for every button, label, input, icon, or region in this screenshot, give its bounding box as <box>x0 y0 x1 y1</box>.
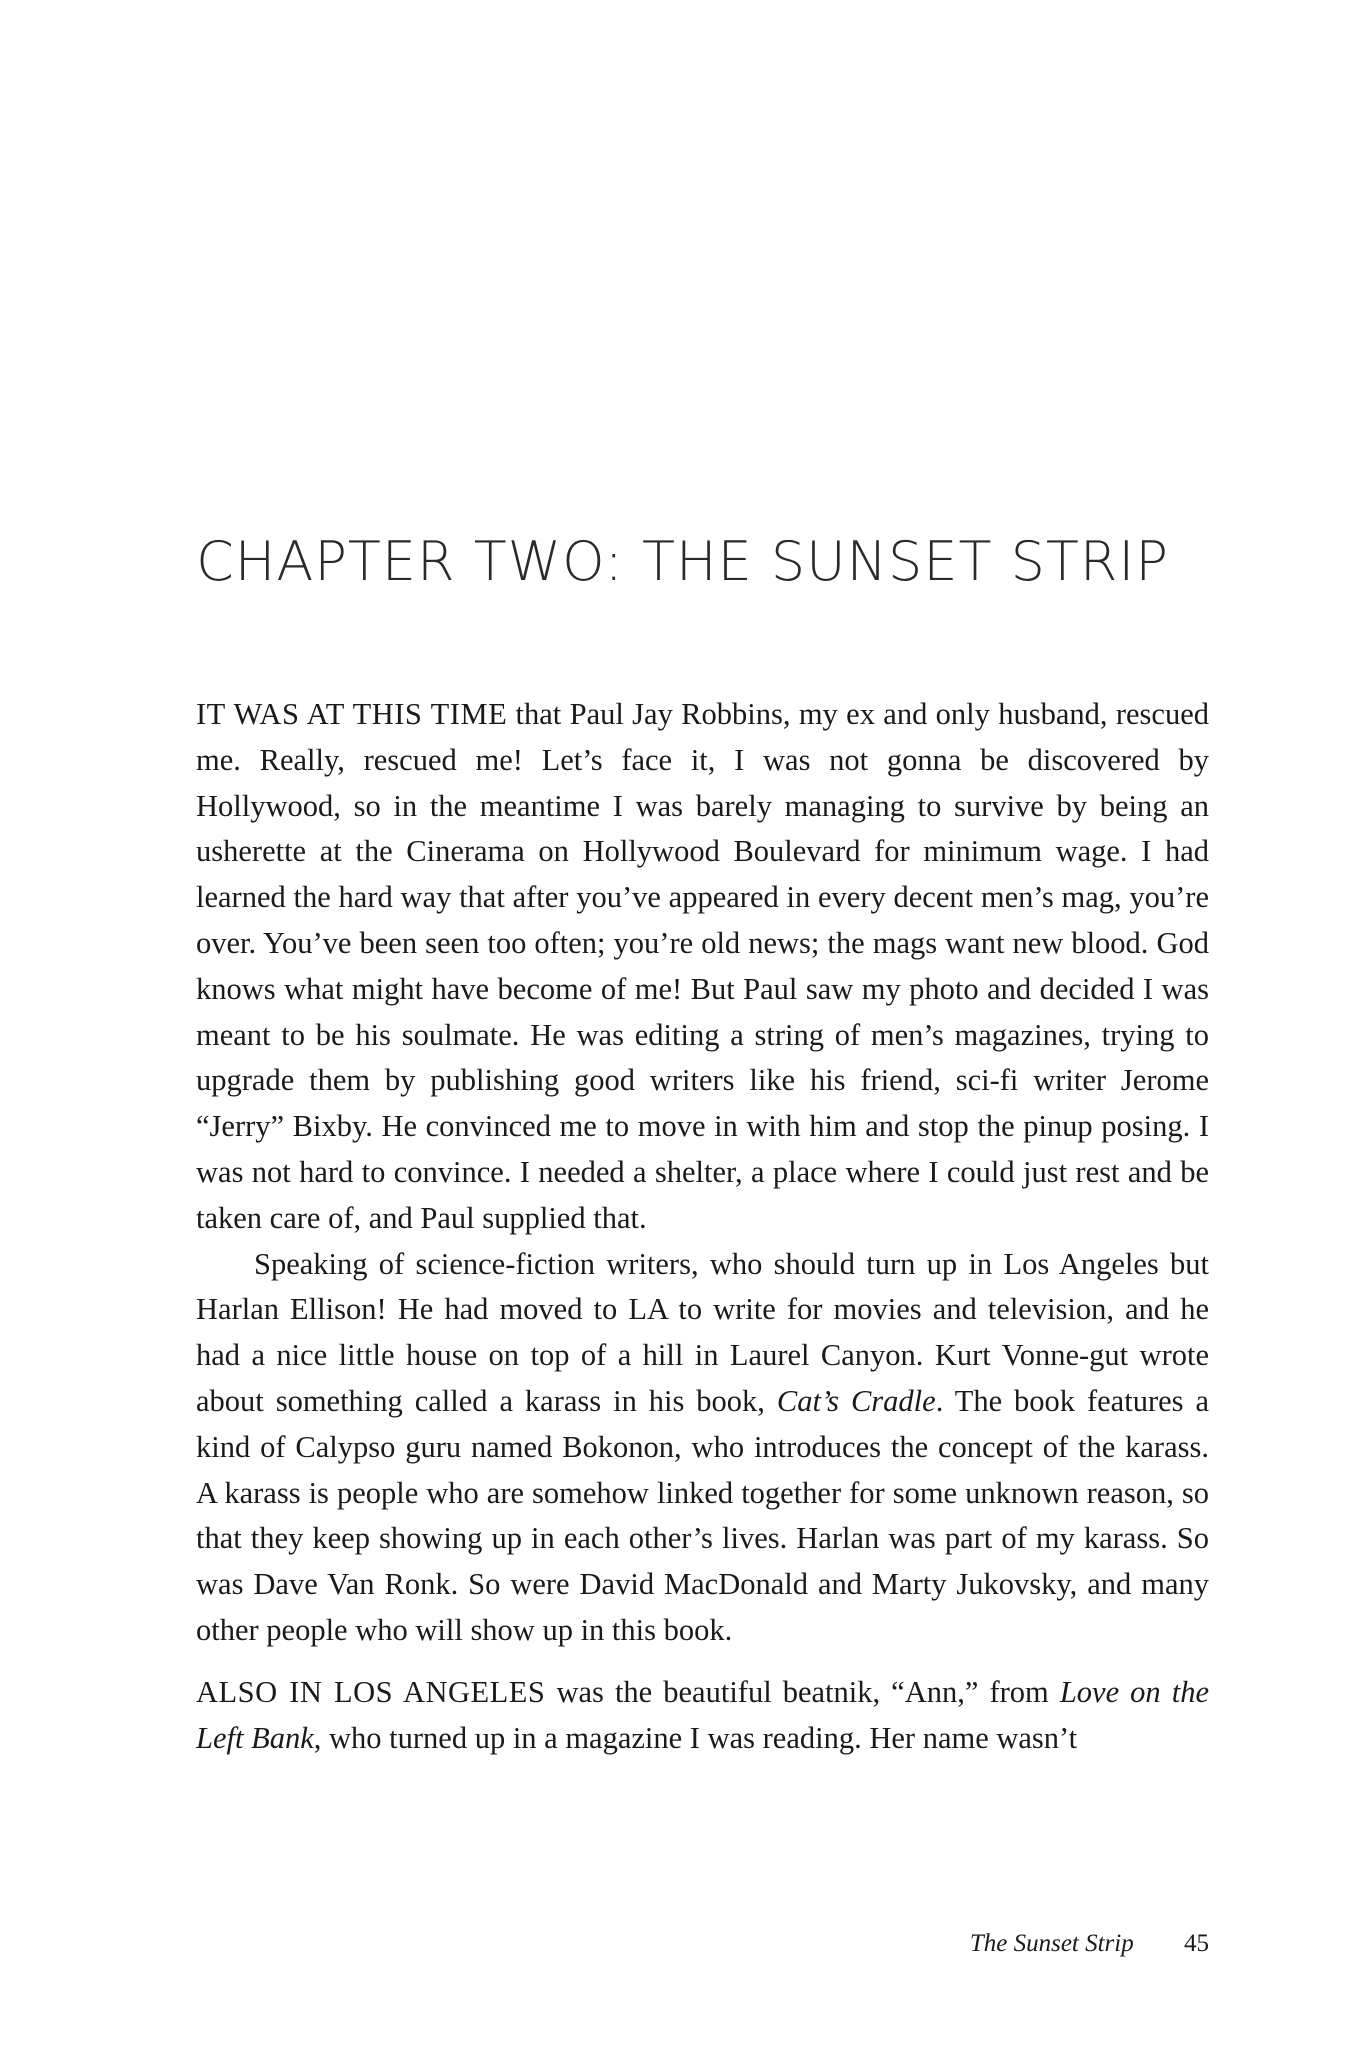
page-number: 45 <box>1184 1930 1209 1957</box>
chapter-title: CHAPTER TWO: THE SUNSET STRIP <box>196 530 1169 593</box>
paragraph-text: that Paul Jay Robbins, my ex and only husband, rescued me. Really, rescued me! Let’s face it, I was not gonna be discovered by Hollywood, so in the meantime I was barely managing to survive by being an usherette at the Cinerama on Hollywood Boulevard for minimum wage. I had learned the hard way that after you’ve appeared in every decent men’s mag, you’re over. You’ve been seen too often; you’re old news; the mags want new blood. God knows what might have become of me! But Paul saw my photo and decided I was meant to be his soulmate. He was editing a string of men’s magazines, trying to upgrade them by publishing good writers like his friend, sci-fi writer Jerome “Jerry” Bixby. He convinced me to move in with him and stop the pinup posing. I was not hard to convince. I needed a shelter, a place where I could just rest and be taken care of, and Paul supplied that. <box>196 697 1209 1235</box>
paragraph-text: Speaking of science-fiction writers, who should turn up in Los Angeles but Harlan Ellison! He had moved to LA to write for movies and television, and he had a nice little house on top of a hill in Laurel Canyon. Kurt Vonne-gut wrote about something called a karass in his book, <box>196 1246 1209 1418</box>
paragraph-text: , who turned up in a magazine I was reading. Her name wasn’t <box>313 1720 1078 1755</box>
paragraph-2 <box>196 1242 1209 1654</box>
paragraph-lead-in: ALSO IN LOS ANGELES <box>196 1675 546 1709</box>
running-title: The Sunset Strip <box>969 1930 1134 1957</box>
paragraph-lead-in: IT WAS AT THIS TIME <box>196 697 508 731</box>
page-footer <box>970 1930 1209 1958</box>
paragraph-3 <box>196 1670 1209 1762</box>
section-2 <box>196 1670 1209 1762</box>
paragraph-text: . The book features a kind of Calypso guru named Bokonon, who introduces the concept of the karass. A karass is people who are somehow linked together for some unknown reason, so that they keep showing up in each other’s lives. Harlan was part of my karass. So was Dave Van Ronk. So were David MacDonald and Marty Jukovsky, and many other people who will show up in this book. <box>196 1383 1209 1647</box>
book-title-italic: Love on the Left Bank <box>196 1675 1209 1755</box>
paragraph-1 <box>196 692 1209 1242</box>
paragraph-text: was the beautiful beatnik, “Ann,” from <box>545 1675 1060 1709</box>
book-title-italic: Cat’s Cradle <box>776 1383 936 1418</box>
section-1 <box>196 692 1209 1654</box>
